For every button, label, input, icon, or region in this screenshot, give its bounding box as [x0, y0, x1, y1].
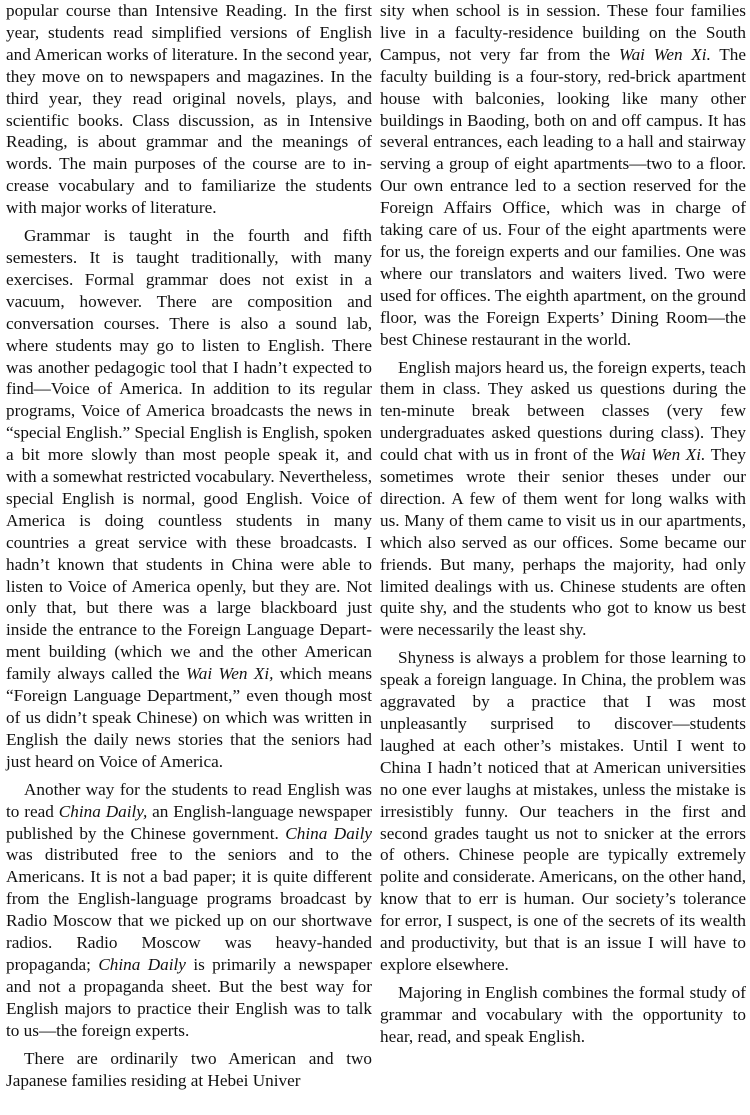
italic-term: China Daily,	[58, 801, 148, 821]
paragraph-majoring	[380, 982, 746, 1048]
text-run: was distributed free to the seniors and to the Americans. It is not a bad paper; it is quite different from the English-language programs broadcast by Radio Moscow that we picked up on our shortwave radios. Radio Moscow was heavy-handed propaganda;	[6, 845, 372, 974]
left-column	[6, 0, 372, 1115]
text-run: which means “Foreign Language Department,” even though most of us didn’t speak Chinese) on which was written in English the daily news stories that the seniors had just heard on Voice of America.	[6, 664, 373, 771]
paragraph-china-daily	[6, 779, 372, 1042]
paragraph-shyness	[380, 647, 746, 976]
italic-term: Wai Wen Xi,	[186, 664, 274, 684]
text-run: The faculty building is a four-story, red-brick apartment house with balconies, looking like many other buildings in Baoding, both on and off campus. It has several entrances, each leading to a hall and stairway serving a group of eight apartments—two to a floor. Our own entrance led to a section reserved for the Foreign Affairs Office, which was in charge of taking care of us. Four of the eight apartments were for us, the foreign experts and our families. One was where our translators and waiters lived. Two were used for offices. The eighth apartment, on the ground floor, was the Foreign Experts’ Dining Room—the best Chinese restaurant in the world.	[380, 44, 746, 349]
italic-term: China Daily	[285, 823, 372, 843]
text-run: There are ordinarily two American and two Japanese families residing at Hebei Univer	[6, 1048, 372, 1090]
paragraph-faculty-building	[380, 0, 746, 351]
text-run: They sometimes wrote their senior theses under our direction. A few of them went for long walks with us. Many of them came to visit us in our apartments, which also served as our offices. Some became our friends. But many, perhaps the majority, had only limited dealings with us. Chinese students are often quite shy, and the students who got to know us best were necessarily the least shy.	[380, 445, 747, 640]
text-run: is primarily a newspaper and not a propaganda sheet. But the best way for English majors to practice their English was to talk to us—the foreign experts.	[6, 954, 373, 1040]
text-run: English majors heard us, the foreign experts, teach them in class. They asked us questions during the ten-minute break between classes (very few undergraduates asked questions during class). They could chat with us in front of the	[380, 357, 746, 465]
text-run: popular course than Intensive Reading. In the first year, students read simplified versions of English and American works of literature. In the second year, they move on to newspapers and magazines. In the third year, they read original novels, plays, and scientific books. Class discussion, as in Intensive Reading, is about grammar and the meanings of words. The main purposes of the course are to increase vocabulary and to familiarize the students with major works of literature.	[6, 1, 372, 218]
text-run: Shyness is always a problem for those learning to speak a foreign language. In China, the problem was aggravated by a practice that I was most unpleasantly surprised to discover—students laughed at each other’s mistakes. Until I went to China I hadn’t noticed that at American universities no one ever laughs at mistakes, unless the mistake is irresistibly funny. Our teachers in the first and second grades taught us not to snicker at the errors of others. Chinese people are typically extremely polite and considerate. Americans, on the other hand, know that to err is human. Our society’s tolerance for error, I suspect, is one of the secrets of its wealth and productivity, but that is an issue I will have to explore elsewhere.	[380, 648, 746, 974]
paragraph-english-majors	[380, 357, 746, 642]
italic-term: China Daily	[98, 954, 186, 974]
text-run: an English-language newspaper published by the Chinese government.	[6, 801, 372, 843]
text-run: Majoring in English combines the formal study of grammar and vocabulary with the opportunity to hear, read, and speak English.	[380, 982, 746, 1046]
paragraph-reading-course	[6, 0, 372, 219]
text-run: Grammar is taught in the fourth and fifth semesters. It is taught traditionally, with many exercises. Formal grammar does not exist in a vacuum, however. There are composition and conversation courses. There is also a sound lab, where students may go to listen to English. There was another pedagogic tool that I hadn’t expected to find—Voice of America. In addition to its regular programs, Voice of America broadcasts the news in “special English.” Special English is English, spoken a bit more slowly than most people speak it, and with a somewhat restricted vocabulary. Nevertheless, special English is normal, good English. Voice of America is doing countless students in many countries a great service with these broadcasts. I hadn’t known that students in China were able to listen to Voice of America openly, but they are. Not only that, but there was a large blackboard just inside the entrance to the Foreign Language Department building (which we and the other American family always called the	[6, 226, 372, 684]
italic-term: Wai Wen Xi.	[619, 445, 706, 465]
text-run: Another way for the students to read English was to read	[6, 779, 372, 821]
text-run: sity when school is in session. These four families live in a faculty-residence building on the South Campus, not very far from the	[380, 1, 746, 64]
paragraph-grammar	[6, 225, 372, 773]
italic-term: Wai Wen Xi.	[618, 44, 711, 64]
right-column	[380, 0, 746, 1115]
paragraph-families	[6, 1048, 372, 1092]
